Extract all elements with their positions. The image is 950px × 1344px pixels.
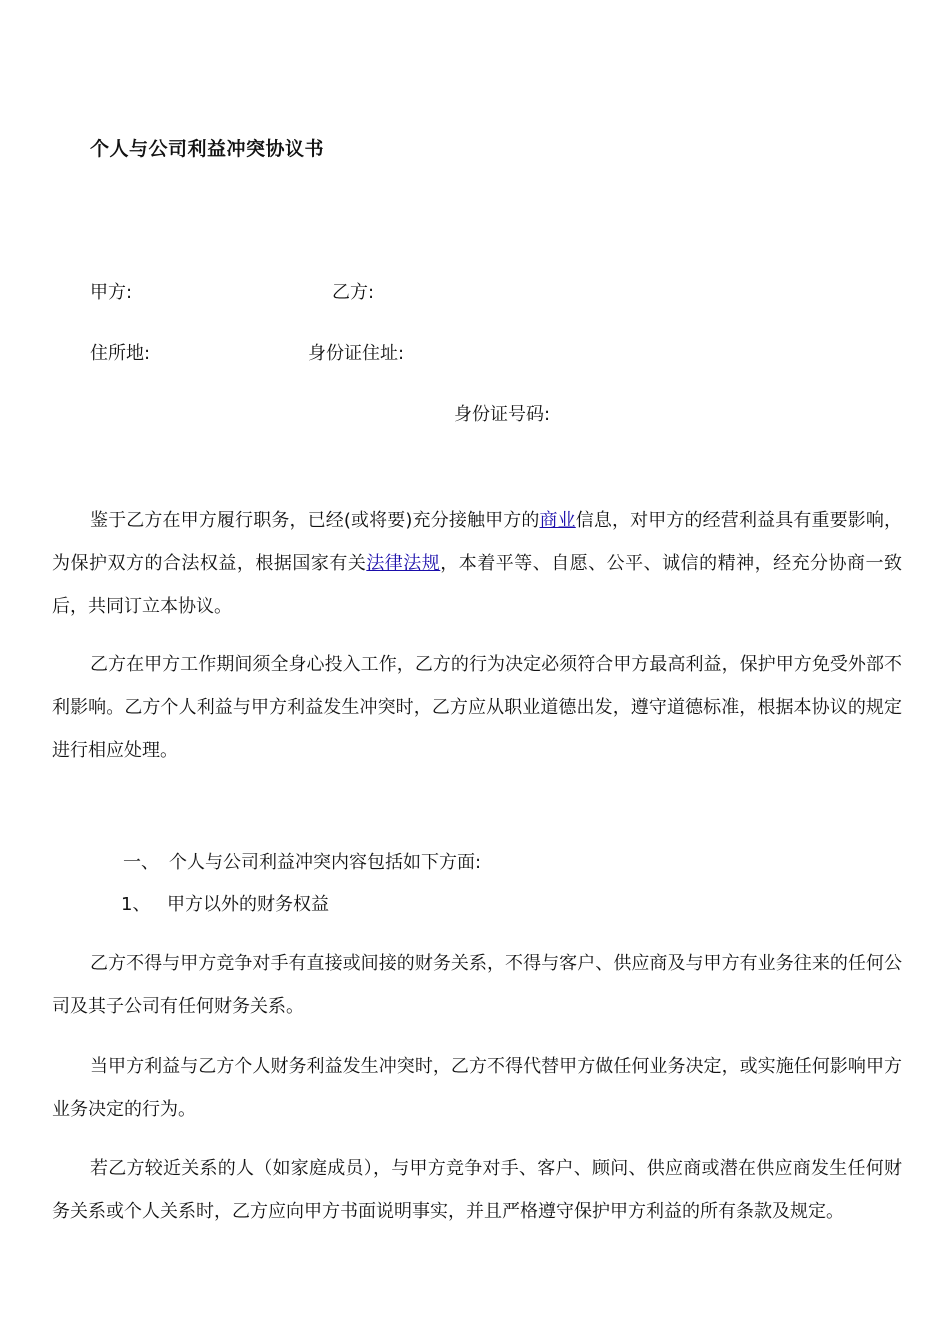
party-b-label: 乙方:	[332, 282, 375, 303]
clause-1-paragraph: 乙方不得与甲方竞争对手有直接或间接的财务关系，不得与客户、供应商及与甲方有业务往来的任何公司及其子公司有任何财务关系。	[52, 953, 902, 1017]
document-title: 个人与公司利益冲突协议书	[90, 138, 325, 160]
id-address-label: 身份证住址:	[308, 343, 405, 364]
id-number-label: 身份证号码:	[454, 404, 551, 425]
intro-p1-text-3: ，本着平等、自愿、公平、诚信的精神，经充分协商一致后，共同订立本协议。	[52, 553, 903, 617]
party-a-label: 甲方:	[90, 282, 133, 303]
clause-3-paragraph: 若乙方较近关系的人（如家庭成员），与甲方竞争对手、客户、顾问、供应商或潜在供应商发生任何财务关系或个人关系时，乙方应向甲方书面说明事实，并且严格遵守保护甲方利益的所有条款及规定。	[52, 1158, 902, 1222]
intro-p1-text-2: 信息，对甲方的经营利益具有重要影响，为保护双方的合法权益，根据国家有关	[52, 510, 902, 574]
subsection-1-number: 1、	[121, 894, 151, 915]
subsection-1-heading	[121, 890, 329, 916]
link-business[interactable]: 商业	[539, 510, 576, 531]
address-label: 住所地:	[90, 343, 151, 364]
intro-p1-text-1: 鉴于乙方在甲方履行职务，已经(或将要)充分接触甲方的	[90, 510, 540, 531]
section-1-heading	[123, 848, 481, 874]
subsection-1-title: 甲方以外的财务权益	[167, 894, 329, 915]
clause-2-paragraph: 当甲方利益与乙方个人财务利益发生冲突时，乙方不得代替甲方做任何业务决定，或实施任何影响甲方业务决定的行为。	[52, 1056, 902, 1120]
intro-paragraph-1	[52, 499, 902, 628]
section-1-title: 个人与公司利益冲突内容包括如下方面:	[169, 852, 482, 873]
link-laws-regulations[interactable]: 法律法规	[366, 553, 441, 574]
section-1-number: 一、	[123, 852, 159, 873]
intro-paragraph-2: 乙方在甲方工作期间须全身心投入工作，乙方的行为决定必须符合甲方最高利益，保护甲方免受外部不利影响。乙方个人利益与甲方利益发生冲突时，乙方应从职业道德出发，遵守道德标准，根据本协议的规定进行相应处理。	[52, 654, 902, 761]
